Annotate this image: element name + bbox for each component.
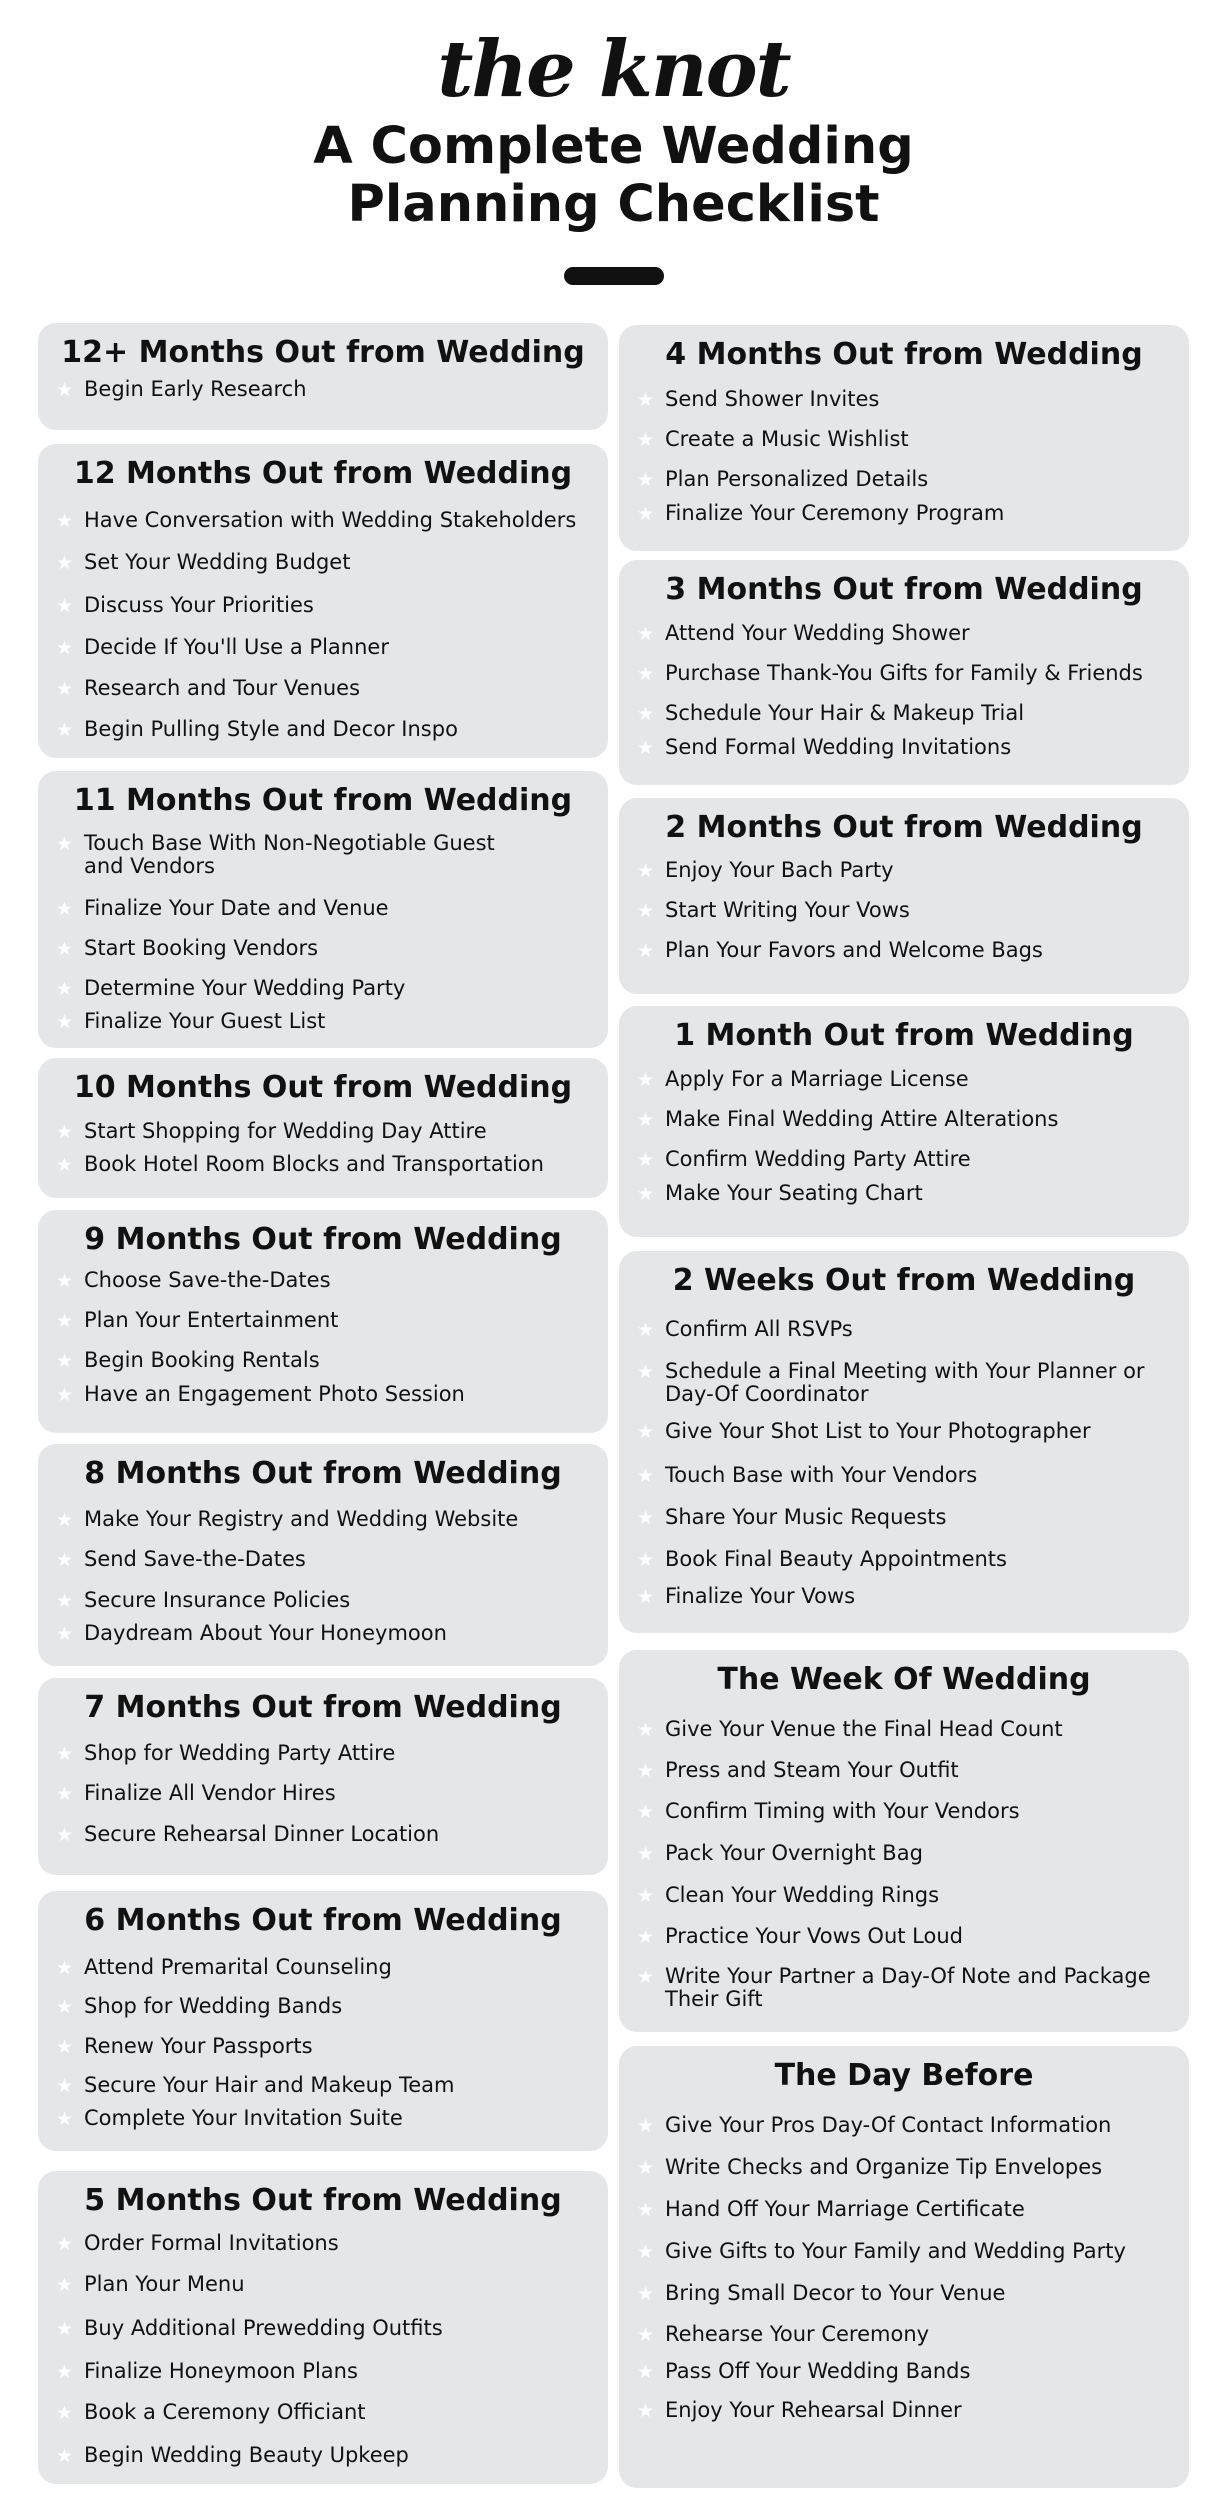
section-card-11-months-out-from-wedding: [38, 771, 608, 1048]
checklist-item: [637, 662, 1175, 686]
checklist-item-label: Attend Your Wedding Shower: [665, 621, 970, 645]
checklist-item: [56, 594, 594, 618]
star-icon: ★: [56, 1011, 74, 1033]
checklist-item-label: Purchase Thank-You Gifts for Family & Friends: [665, 661, 1143, 685]
checklist-item: [637, 2156, 1175, 2180]
star-icon: ★: [56, 379, 74, 401]
checklist-item-label: Order Formal Invitations: [84, 2231, 339, 2255]
checklist-item-label: Daydream About Your Honeymoon: [84, 1621, 447, 1645]
star-icon: ★: [637, 860, 655, 882]
star-icon: ★: [637, 1465, 655, 1487]
section-title: 1 Month Out from Wedding: [674, 1018, 1134, 1053]
checklist-item: [637, 939, 1175, 963]
checklist-item-label: Make Your Registry and Wedding Website: [84, 1507, 519, 1531]
checklist-item: [637, 2240, 1175, 2264]
checklist-item-label: Begin Wedding Beauty Upkeep: [84, 2443, 409, 2467]
star-icon: ★: [56, 1350, 74, 1372]
checklist-item-label: Give Your Shot List to Your Photographer: [665, 1419, 1091, 1443]
checklist-item: [637, 468, 1175, 492]
checklist-item-label: Book Hotel Room Blocks and Transportation: [84, 1152, 544, 1176]
checklist-item-label: Decide If You'll Use a Planner: [84, 635, 389, 659]
star-icon: ★: [56, 2233, 74, 2255]
checklist-item: [637, 2114, 1175, 2138]
checklist-item: [637, 1759, 1175, 1783]
checklist-item: [637, 859, 1175, 883]
header: [0, 0, 1227, 300]
checklist-item-label: Schedule Your Hair & Makeup Trial: [665, 701, 1025, 725]
checklist-item: [637, 1464, 1175, 1488]
section-title: 3 Months Out from Wedding: [665, 572, 1143, 607]
checklist-item: [637, 736, 1175, 760]
checklist-item-label: Give Your Pros Day-Of Contact Information: [665, 2113, 1112, 2137]
checklist-item: [637, 1420, 1175, 1444]
star-icon: ★: [56, 2318, 74, 2340]
checklist-item: [637, 1506, 1175, 1530]
star-icon: ★: [56, 1590, 74, 1612]
star-icon: ★: [56, 2445, 74, 2467]
star-icon: ★: [56, 719, 74, 741]
checklist-item-label: Secure Your Hair and Makeup Team: [84, 2073, 455, 2097]
star-icon: ★: [637, 1183, 655, 1205]
checklist-item: [56, 1309, 594, 1333]
star-icon: ★: [637, 1109, 655, 1131]
checklist-item-label: Press and Steam Your Outfit: [665, 1758, 959, 1782]
checklist-item-label: Confirm All RSVPs: [665, 1317, 853, 1341]
checklist-item-label: Shop for Wedding Bands: [84, 1994, 343, 2018]
star-icon: ★: [56, 833, 74, 855]
star-icon: ★: [637, 1361, 655, 1383]
checklist-item: [637, 622, 1175, 646]
page-title: [0, 118, 1227, 234]
section-title: 12 Months Out from Wedding: [73, 456, 573, 491]
star-icon: ★: [56, 978, 74, 1000]
star-icon: ★: [56, 1996, 74, 2018]
checklist-item: [56, 1548, 594, 1572]
star-icon: ★: [56, 938, 74, 960]
checklist-item-label: Determine Your Wedding Party: [84, 976, 406, 1000]
checklist-item: [56, 1010, 594, 1034]
section-card-1-month-out-from-wedding: [619, 1006, 1189, 1237]
section-card-12-months-out-from-wedding: [38, 323, 608, 430]
checklist-item: [56, 2444, 594, 2468]
star-icon: ★: [56, 2075, 74, 2097]
checklist-item-label: Write Checks and Organize Tip Envelopes: [665, 2155, 1103, 2179]
star-icon: ★: [637, 2361, 655, 2383]
star-icon: ★: [637, 1421, 655, 1443]
checklist-item-label: Confirm Wedding Party Attire: [665, 1147, 971, 1171]
checklist-item: [56, 378, 594, 402]
section-card-7-months-out-from-wedding: [38, 1678, 608, 1875]
star-icon: ★: [637, 429, 655, 451]
checklist-item: [637, 388, 1175, 412]
checklist-item-label: Discuss Your Priorities: [84, 593, 314, 617]
section-title: 8 Months Out from Wedding: [84, 1456, 562, 1491]
star-icon: ★: [56, 1549, 74, 1571]
star-icon: ★: [637, 2241, 655, 2263]
checklist-item-label: Finalize Your Date and Venue: [84, 896, 389, 920]
checklist-item: [56, 1589, 594, 1613]
star-icon: ★: [637, 940, 655, 962]
checklist-item-label: Finalize Your Guest List: [84, 1009, 326, 1033]
checklist-item: [56, 636, 594, 660]
checklist-item-label: Have an Engagement Photo Session: [84, 1382, 465, 1406]
star-icon: ★: [637, 1319, 655, 1341]
star-icon: ★: [637, 1549, 655, 1571]
section-card-12-months-out-from-wedding: [38, 444, 608, 758]
star-icon: ★: [637, 1801, 655, 1823]
checklist-item-label: Buy Additional Prewedding Outfits: [84, 2316, 443, 2340]
checklist-item: [56, 1823, 594, 1847]
checklist-item: [637, 2360, 1175, 2384]
star-icon: ★: [56, 1154, 74, 1176]
checklist-item-label: Schedule a Final Meeting with Your Planner or Day-Of Coordinator: [665, 1359, 1145, 1406]
checklist-item: [637, 1718, 1175, 1742]
section-card-the-week-of-wedding: [619, 1650, 1189, 2032]
checklist-item: [56, 1508, 594, 1532]
checklist-item-label: Pack Your Overnight Bag: [665, 1841, 923, 1865]
checklist-item-label: Write Your Partner a Day-Of Note and Package Their Gift: [665, 1964, 1151, 2011]
star-icon: ★: [56, 1310, 74, 1332]
star-icon: ★: [637, 663, 655, 685]
checklist-item: [56, 897, 594, 921]
checklist-item: [56, 1383, 594, 1407]
section-card-6-months-out-from-wedding: [38, 1891, 608, 2151]
checklist-item: [637, 1842, 1175, 1866]
checklist-item-label: Secure Rehearsal Dinner Location: [84, 1822, 440, 1846]
checklist-item-label: Renew Your Passports: [84, 2034, 313, 2058]
checklist-item: [56, 1269, 594, 1293]
checklist-item-label: Rehearse Your Ceremony: [665, 2322, 930, 2346]
section-title: 5 Months Out from Wedding: [84, 2183, 562, 2218]
star-icon: ★: [56, 2402, 74, 2424]
checklist-item-label: Finalize Your Ceremony Program: [665, 501, 1005, 525]
checklist-item-label: Give Your Venue the Final Head Count: [665, 1717, 1063, 1741]
checklist-item: [56, 1153, 594, 1177]
checklist-item: [56, 2035, 594, 2059]
checklist-item-label: Finalize Your Vows: [665, 1584, 856, 1608]
checklist-item-label: Choose Save-the-Dates: [84, 1268, 331, 1292]
checklist-item: [56, 1956, 594, 1980]
star-icon: ★: [56, 1509, 74, 1531]
checklist-item-label: Book Final Beauty Appointments: [665, 1547, 1007, 1571]
section-card-8-months-out-from-wedding: [38, 1444, 608, 1666]
checklist-item: [56, 2107, 594, 2131]
checklist-item-label: Attend Premarital Counseling: [84, 1955, 392, 1979]
star-icon: ★: [637, 1586, 655, 1608]
star-icon: ★: [56, 898, 74, 920]
section-title: 10 Months Out from Wedding: [73, 1070, 573, 1105]
checklist-item: [637, 1108, 1175, 1132]
checklist-item: [637, 428, 1175, 452]
checklist-item-label: Book a Ceremony Officiant: [84, 2400, 366, 2424]
checklist-item: [637, 1925, 1175, 1949]
checklist-item-label: Give Gifts to Your Family and Wedding Party: [665, 2239, 1126, 2263]
checklist-item-label: Research and Tour Venues: [84, 676, 361, 700]
checklist-item-label: Finalize All Vendor Hires: [84, 1781, 336, 1805]
section-title: 11 Months Out from Wedding: [73, 783, 573, 818]
section-card-2-weeks-out-from-wedding: [619, 1251, 1189, 1633]
section-card-the-day-before: [619, 2046, 1189, 2488]
checklist-item-label: Share Your Music Requests: [665, 1505, 947, 1529]
star-icon: ★: [637, 1719, 655, 1741]
checklist-item-label: Practice Your Vows Out Loud: [665, 1924, 963, 1948]
checklist-item-label: Begin Booking Rentals: [84, 1348, 320, 1372]
checklist-item: [637, 702, 1175, 726]
checklist-item: [56, 2273, 594, 2297]
star-icon: ★: [56, 2036, 74, 2058]
section-title: 2 Months Out from Wedding: [665, 810, 1143, 845]
checklist-item-label: Apply For a Marriage License: [665, 1067, 969, 1091]
checklist-item: [56, 551, 594, 575]
checklist-item: [56, 1120, 594, 1144]
section-card-4-months-out-from-wedding: [619, 325, 1189, 551]
checklist-item-label: Send Shower Invites: [665, 387, 880, 411]
checklist-item-label: Bring Small Decor to Your Venue: [665, 2281, 1006, 2305]
checklist-item-label: Start Shopping for Wedding Day Attire: [84, 1119, 487, 1143]
star-icon: ★: [56, 2108, 74, 2130]
checklist-item: [637, 2282, 1175, 2306]
checklist-item: [637, 1068, 1175, 1092]
checklist-item: [637, 2198, 1175, 2222]
checklist-item-label: Start Writing Your Vows: [665, 898, 910, 922]
section-card-2-months-out-from-wedding: [619, 798, 1189, 994]
checklist-item: [56, 2074, 594, 2098]
star-icon: ★: [637, 2283, 655, 2305]
checklist-item-label: Touch Base with Your Vendors: [665, 1463, 978, 1487]
section-title: 6 Months Out from Wedding: [84, 1903, 562, 1938]
star-icon: ★: [56, 2361, 74, 2383]
star-icon: ★: [637, 2115, 655, 2137]
checklist-item: [637, 1800, 1175, 1824]
checklist-item: [56, 1995, 594, 2019]
checklist-item-label: Start Booking Vendors: [84, 936, 319, 960]
checklist-item: [56, 2232, 594, 2256]
section-title: 2 Weeks Out from Wedding: [672, 1263, 1136, 1298]
title-divider: [564, 267, 664, 285]
star-icon: ★: [56, 1824, 74, 1846]
checklist-item-label: Plan Your Menu: [84, 2272, 245, 2296]
section-card-10-months-out-from-wedding: [38, 1058, 608, 1198]
star-icon: ★: [637, 900, 655, 922]
section-title: 12+ Months Out from Wedding: [61, 335, 585, 370]
checklist-item: [637, 502, 1175, 526]
checklist-item: [637, 1585, 1175, 1609]
star-icon: ★: [637, 1760, 655, 1782]
page-title-line-2: Planning Checklist: [347, 175, 880, 234]
star-icon: ★: [56, 510, 74, 532]
star-icon: ★: [56, 1623, 74, 1645]
star-icon: ★: [56, 552, 74, 574]
star-icon: ★: [56, 2274, 74, 2296]
star-icon: ★: [637, 2199, 655, 2221]
checklist-item: [637, 1548, 1175, 1572]
checklist-item: [56, 509, 594, 533]
checklist-item-label: Touch Base With Non-Negotiable Guest and Vendors: [84, 831, 495, 878]
section-title: 4 Months Out from Wedding: [665, 337, 1143, 372]
star-icon: ★: [637, 2157, 655, 2179]
checklist-item: [56, 1622, 594, 1646]
checklist-item-label: Make Your Seating Chart: [665, 1181, 923, 1205]
star-icon: ★: [56, 1121, 74, 1143]
star-icon: ★: [637, 1507, 655, 1529]
checklist-item-label: Begin Pulling Style and Decor Inspo: [84, 717, 458, 741]
checklist-item: [637, 1182, 1175, 1206]
checklist-item: [56, 2317, 594, 2341]
checklist-item: [56, 1782, 594, 1806]
star-icon: ★: [56, 595, 74, 617]
section-title: The Day Before: [774, 2058, 1034, 2093]
checklist-item-label: Clean Your Wedding Rings: [665, 1883, 940, 1907]
star-icon: ★: [637, 469, 655, 491]
checklist-item-label: Complete Your Invitation Suite: [84, 2106, 403, 2130]
star-icon: ★: [637, 703, 655, 725]
star-icon: ★: [637, 623, 655, 645]
section-title: The Week Of Wedding: [717, 1662, 1091, 1697]
checklist-item: [56, 2401, 594, 2425]
star-icon: ★: [637, 503, 655, 525]
star-icon: ★: [56, 637, 74, 659]
checklist-item-label: Begin Early Research: [84, 377, 307, 401]
checklist-item: [56, 977, 594, 1001]
checklist-item: [637, 1965, 1175, 2011]
checklist-item-label: Pass Off Your Wedding Bands: [665, 2359, 971, 2383]
checklist-item-label: Plan Personalized Details: [665, 467, 929, 491]
checklist-item-label: Create a Music Wishlist: [665, 427, 909, 451]
checklist-item-label: Send Formal Wedding Invitations: [665, 735, 1012, 759]
star-icon: ★: [637, 2324, 655, 2346]
star-icon: ★: [637, 389, 655, 411]
section-card-3-months-out-from-wedding: [619, 560, 1189, 785]
checklist-item-label: Make Final Wedding Attire Alterations: [665, 1107, 1059, 1131]
checklist-item: [56, 1349, 594, 1373]
checklist-item: [56, 937, 594, 961]
section-title: 9 Months Out from Wedding: [84, 1222, 562, 1257]
section-card-5-months-out-from-wedding: [38, 2171, 608, 2484]
star-icon: ★: [56, 1270, 74, 1292]
checklist-item-label: Plan Your Entertainment: [84, 1308, 339, 1332]
star-icon: ★: [637, 1069, 655, 1091]
checklist-item-label: Plan Your Favors and Welcome Bags: [665, 938, 1043, 962]
checklist-item-label: Confirm Timing with Your Vendors: [665, 1799, 1020, 1823]
checklist-item: [637, 1148, 1175, 1172]
checklist-item-label: Secure Insurance Policies: [84, 1588, 351, 1612]
checklist-item-label: Shop for Wedding Party Attire: [84, 1741, 396, 1765]
section-title: 7 Months Out from Wedding: [84, 1690, 562, 1725]
brand-logo: the knot: [437, 24, 790, 115]
checklist-item-label: Enjoy Your Bach Party: [665, 858, 894, 882]
star-icon: ★: [637, 2400, 655, 2422]
checklist-item: [637, 899, 1175, 923]
star-icon: ★: [637, 1843, 655, 1865]
checklist-item-label: Enjoy Your Rehearsal Dinner: [665, 2398, 962, 2422]
checklist-item: [56, 832, 594, 878]
star-icon: ★: [637, 1926, 655, 1948]
checklist-item: [56, 2360, 594, 2384]
checklist-item-label: Send Save-the-Dates: [84, 1547, 306, 1571]
checklist-item: [637, 2399, 1175, 2423]
checklist-item: [637, 2323, 1175, 2347]
star-icon: ★: [637, 1885, 655, 1907]
star-icon: ★: [637, 737, 655, 759]
star-icon: ★: [56, 1384, 74, 1406]
section-card-9-months-out-from-wedding: [38, 1210, 608, 1433]
checklist-item: [56, 718, 594, 742]
checklist-item: [56, 677, 594, 701]
star-icon: ★: [56, 1957, 74, 1979]
checklist-item: [637, 1360, 1175, 1406]
star-icon: ★: [56, 1743, 74, 1765]
star-icon: ★: [637, 1149, 655, 1171]
checklist-item-label: Hand Off Your Marriage Certificate: [665, 2197, 1025, 2221]
checklist-item-label: Finalize Honeymoon Plans: [84, 2359, 358, 2383]
checklist-item: [637, 1318, 1175, 1342]
checklist-item: [637, 1884, 1175, 1908]
checklist-item-label: Have Conversation with Wedding Stakeholders: [84, 508, 577, 532]
page-title-line-1: A Complete Wedding: [313, 117, 914, 176]
star-icon: ★: [637, 1966, 655, 1988]
star-icon: ★: [56, 1783, 74, 1805]
checklist-item: [56, 1742, 594, 1766]
star-icon: ★: [56, 678, 74, 700]
checklist-item-label: Set Your Wedding Budget: [84, 550, 351, 574]
